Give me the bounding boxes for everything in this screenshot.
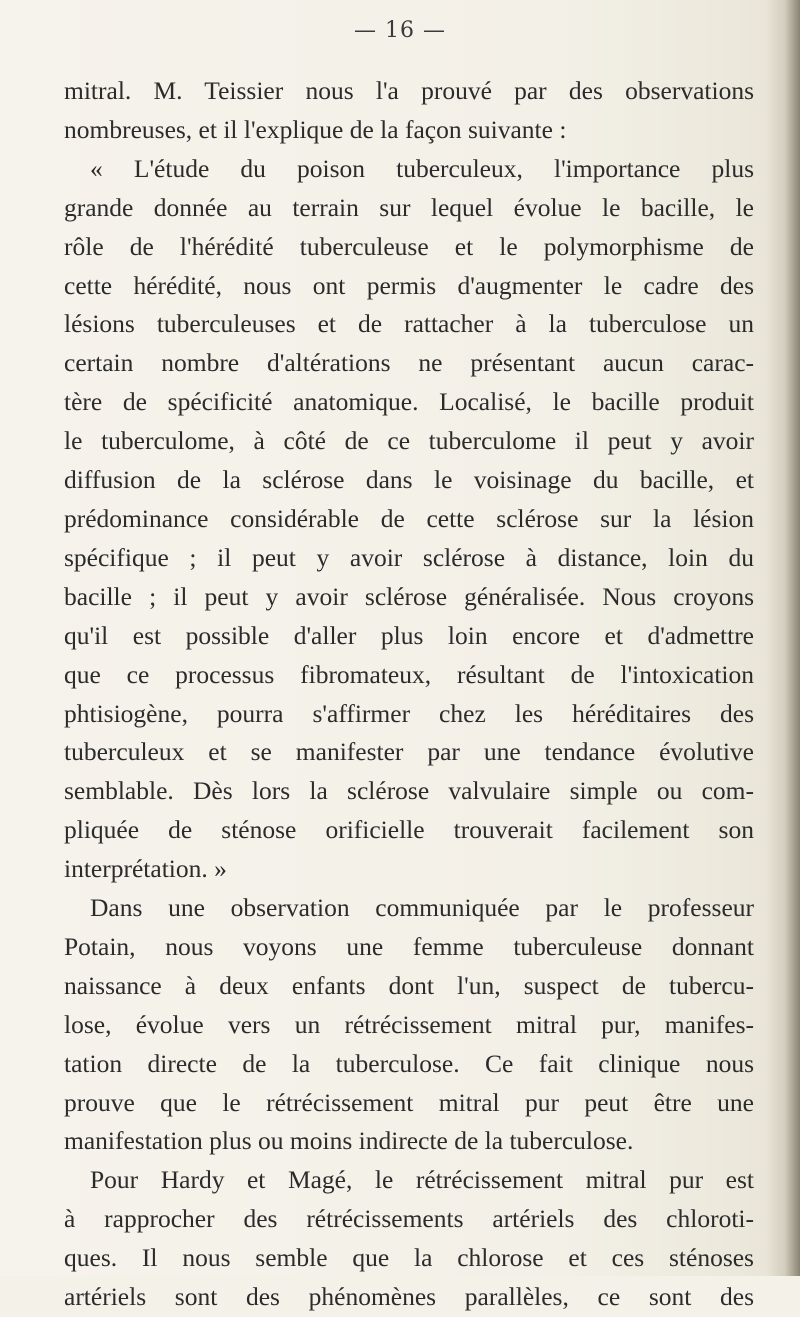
- text-line: qu'il est possible d'aller plus loin encore et d'admettre: [64, 620, 754, 650]
- text-line: que ce processus fibromateux, résultant de l'intoxication: [64, 659, 754, 689]
- text-line: Potain, nous voyons une femme tuberculeuse donnant: [64, 931, 754, 961]
- text-line: prouve que le rétrécissement mitral pur peut être une: [64, 1087, 754, 1117]
- text-line: Pour Hardy et Magé, le rétrécissement mitral pur est: [90, 1165, 754, 1195]
- text-line: prédominance considérable de cette sclérose sur la lésion: [64, 503, 754, 533]
- text-line: tation directe de la tuberculose. Ce fait clinique nous: [64, 1048, 754, 1078]
- page-number: — 16 —: [354, 18, 446, 43]
- text-line: le tuberculome, à côté de ce tuberculome il peut y avoir: [64, 426, 754, 456]
- text-line: à rapprocher des rétrécissements artériels des chloroti-: [64, 1204, 754, 1234]
- text-line: spécifique ; il peut y avoir sclérose à distance, loin du: [64, 542, 754, 572]
- text-line: grande donnée au terrain sur lequel évolue le bacille, le: [64, 192, 754, 222]
- text-line: bacille ; il peut y avoir sclérose généralisée. Nous croyons: [64, 581, 754, 611]
- text-line: mitral. M. Teissier nous l'a prouvé par des observations: [64, 76, 754, 105]
- page-edge-shadow: [766, 0, 800, 1276]
- text-line: nombreuses, et il l'explique de la façon suivante :: [64, 114, 567, 144]
- text-line: phtisiogène, pourra s'affirmer chez les héréditaires des: [64, 698, 754, 728]
- text-line: tère de spécificité anatomique. Localisé, le bacille produit: [64, 387, 754, 417]
- text-line: Dans une observation communiquée par le professeur: [90, 893, 754, 923]
- text-line: naissance à deux enfants dont l'un, suspect de tubercu-: [64, 970, 754, 1000]
- text-line: lose, évolue vers un rétrécissement mitral pur, manifes-: [64, 1009, 754, 1039]
- text-line: manifestation plus ou moins indirecte de la tuberculose.: [64, 1126, 634, 1156]
- text-line: lésions tuberculeuses et de rattacher à la tuberculose un: [64, 309, 754, 339]
- text-line: ques. Il nous semble que la chlorose et ces sténoses: [64, 1243, 754, 1273]
- text-line: cette hérédité, nous ont permis d'augmenter le cadre des: [64, 270, 754, 300]
- text-line: « L'étude du poison tuberculeux, l'importance plus: [90, 153, 754, 183]
- text-line: tuberculeux et se manifester par une tendance évolutive: [64, 737, 754, 767]
- body-text: [64, 72, 754, 1317]
- text-line: pliquée de sténose orificielle trouverait facilement son: [64, 815, 754, 845]
- text-line: interprétation. »: [64, 854, 227, 884]
- text-line: rôle de l'hérédité tuberculeuse et le polymorphisme de: [64, 231, 754, 261]
- text-line: certain nombre d'altérations ne présentant aucun carac-: [64, 348, 754, 378]
- text-line: semblable. Dès lors la sclérose valvulaire simple ou com-: [64, 776, 754, 806]
- text-line: diffusion de la sclérose dans le voisinage du bacille, et: [64, 465, 754, 495]
- text-line: artériels sont des phénomènes parallèles, ce sont des: [64, 1282, 754, 1312]
